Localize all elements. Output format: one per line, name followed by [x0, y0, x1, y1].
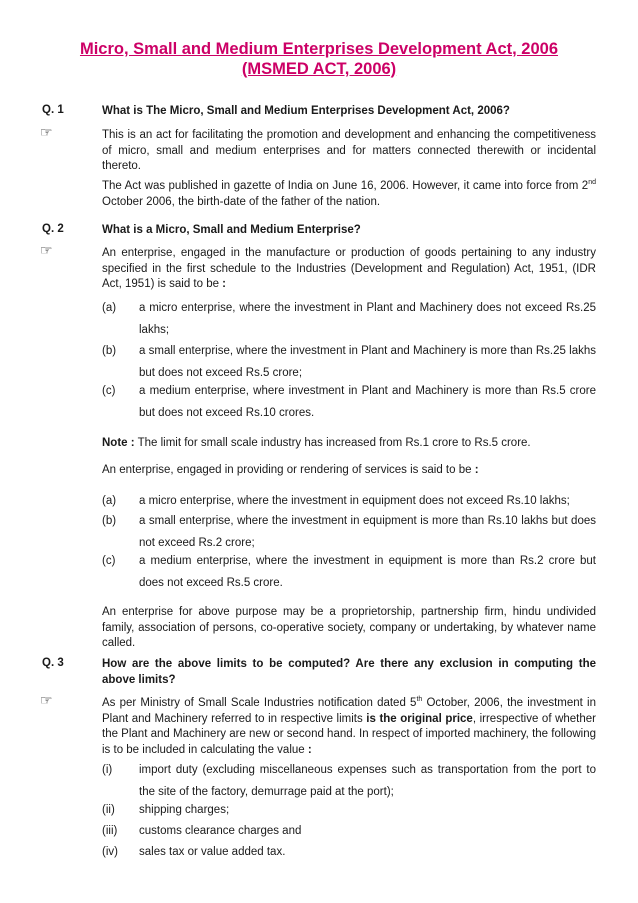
q1-answer-paragraph-2: The Act was published in gazette of India on June 16, 2006. However, it came into force from 2nd October 2006, the birth-date of the father of the nation. — [102, 179, 596, 208]
q1-answer-paragraph-1: This is an act for facilitating the promotion and development and enhancing the competitiveness of micro, small and medium enterprises and for matters connected therewith or incidental thereto. — [102, 129, 596, 172]
list-label: (ii) — [102, 804, 115, 816]
list-item: a small enterprise, where the investment in Plant and Machinery is more than Rs.25 lakhs but does not exceed Rs.5 crore; — [139, 345, 596, 379]
list-item: customs clearance charges and — [139, 825, 302, 837]
list-label: (c) — [102, 555, 116, 567]
document-title: Micro, Small and Medium Enterprises Development Act, 2006 — [79, 40, 559, 58]
list-label: (iv) — [102, 846, 118, 858]
q2-closing: An enterprise for above purpose may be a proprietorship, partnership firm, hindu undivided family, association of persons, co-operative society, company or undertaking, by whatever name called. — [102, 606, 596, 649]
pointing-hand-icon: ☞ — [40, 242, 53, 258]
q2-question: What is a Micro, Small and Medium Enterprise? — [102, 224, 361, 236]
document-subtitle: (MSMED ACT, 2006) — [241, 60, 397, 78]
list-label: (b) — [102, 515, 117, 527]
list-item: a micro enterprise, where the investment in Plant and Machinery does not exceed Rs.25 lakhs; — [139, 302, 596, 336]
q3-question: How are the above limits to be computed? Are there any exclusion in computing the above limits? — [102, 658, 596, 686]
q3-number: Q. 3 — [42, 657, 64, 669]
q2-note: Note : The limit for small scale industry has increased from Rs.1 crore to Rs.5 crore. — [102, 437, 531, 449]
list-label: (a) — [102, 495, 117, 507]
pointing-hand-icon: ☞ — [40, 692, 53, 708]
list-item: shipping charges; — [139, 804, 230, 816]
list-label: (iii) — [102, 825, 118, 837]
list-label: (i) — [102, 764, 113, 776]
pointing-hand-icon: ☞ — [40, 124, 53, 140]
list-item: import duty (excluding miscellaneous expenses such as transportation from the port to the site of the factory, demurrage paid at the port); — [139, 764, 596, 798]
q3-answer: As per Ministry of Small Scale Industries notification dated 5th October, 2006, the investment in Plant and Machinery referred to in respective limits is the original price, irrespective of whether the Plant and Machinery are new or second hand. In respect of imported machinery, the following is to be included in calculating the value : — [102, 696, 596, 756]
list-label: (b) — [102, 345, 117, 357]
list-label: (c) — [102, 385, 116, 397]
q2-number: Q. 2 — [42, 223, 64, 235]
list-label: (a) — [102, 302, 117, 314]
q2-services-intro: An enterprise, engaged in providing or rendering of services is said to be : — [102, 464, 479, 476]
list-item: sales tax or value added tax. — [139, 846, 286, 858]
q1-question: What is The Micro, Small and Medium Enterprises Development Act, 2006? — [102, 105, 510, 117]
list-item: a small enterprise, where the investment in equipment is more than Rs.10 lakhs but does not exceed Rs.2 crore; — [139, 515, 596, 549]
q1-number: Q. 1 — [42, 104, 64, 116]
list-item: a medium enterprise, where the investment in equipment is more than Rs.2 crore but does not exceed Rs.5 crore. — [139, 555, 596, 589]
q2-intro: An enterprise, engaged in the manufacture or production of goods pertaining to any industry specified in the first schedule to the Industries (Development and Regulation) Act, 1951, (IDR Act, 1951) is said to be : — [102, 247, 596, 290]
list-item: a micro enterprise, where the investment in equipment does not exceed Rs.10 lakhs; — [139, 495, 570, 507]
list-item: a medium enterprise, where investment in Plant and Machinery is more than Rs.5 crore but does not exceed Rs.10 crores. — [139, 385, 596, 419]
